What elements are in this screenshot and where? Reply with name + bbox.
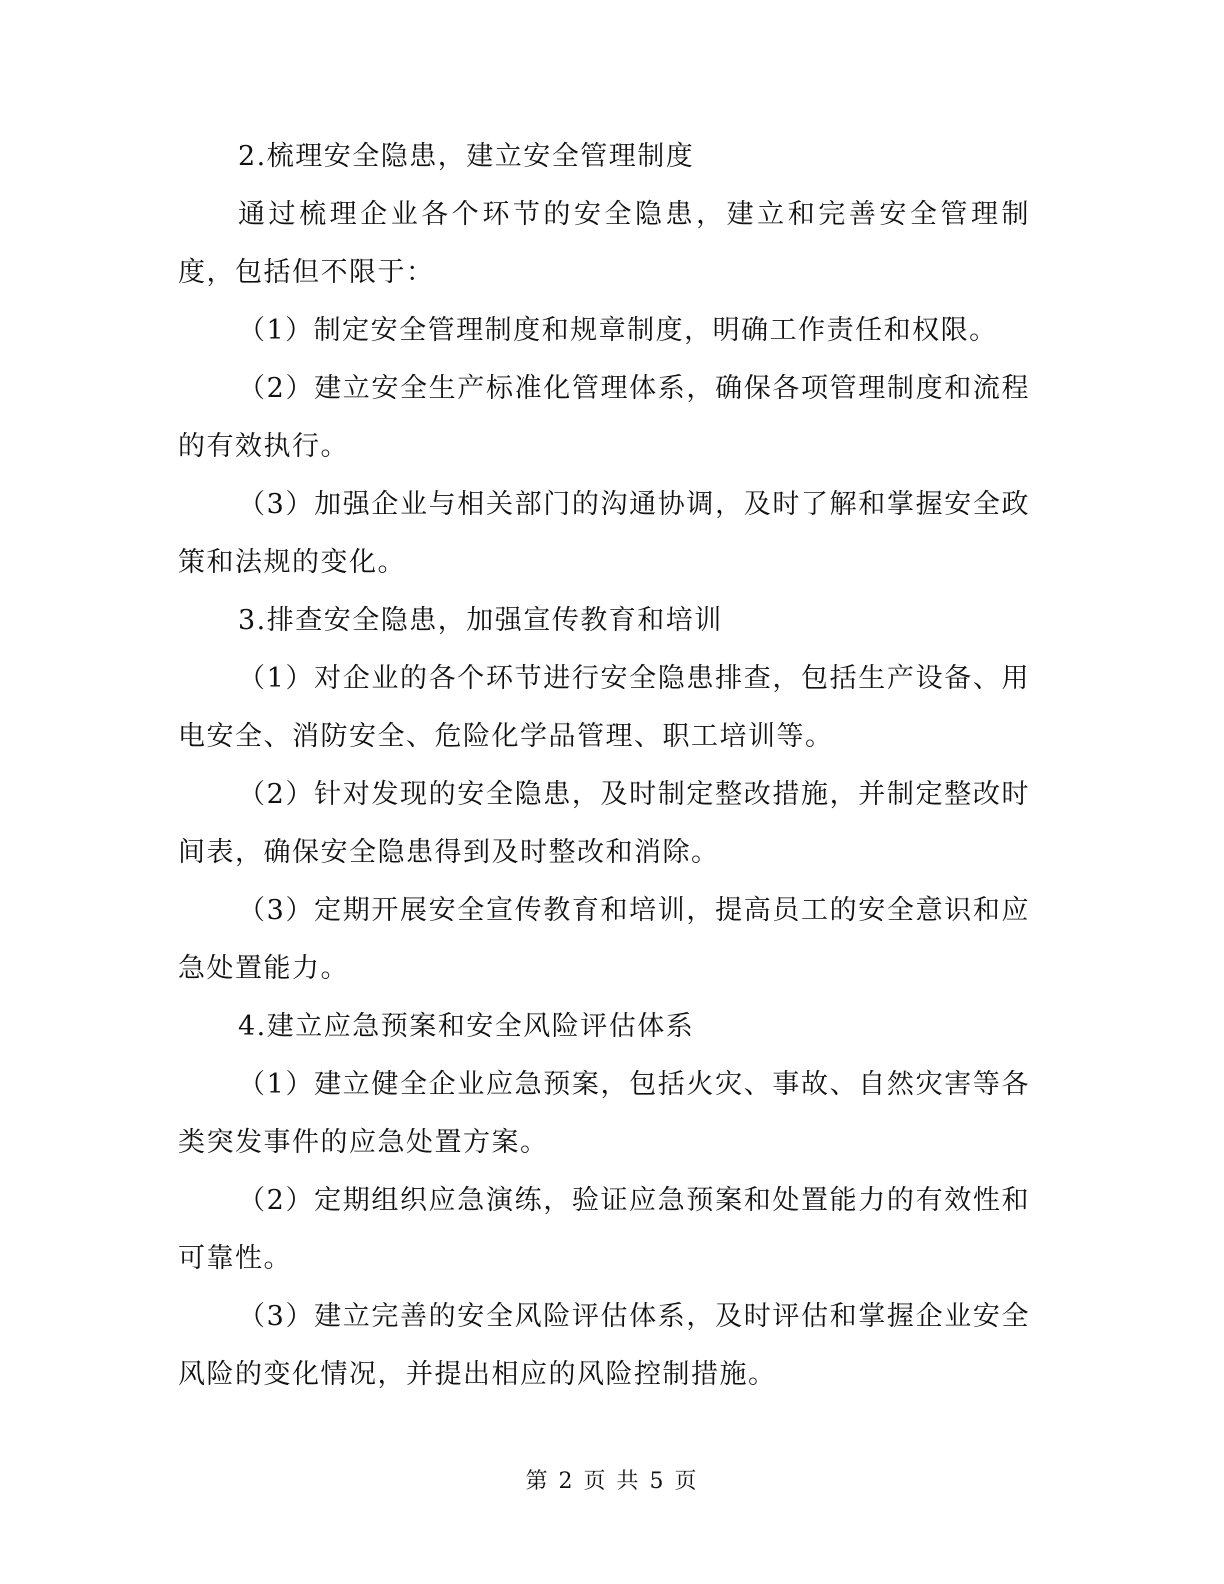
list-item: （3）加强企业与相关部门的沟通协调，及时了解和掌握安全政策和法规的变化。 (178, 489, 1030, 578)
list-item: （3）建立完善的安全风险评估体系，及时评估和掌握企业安全风险的变化情况，并提出相应的风险控制措施。 (178, 1301, 1030, 1390)
list-item: （2）针对发现的安全隐患，及时制定整改措施，并制定整改时间表，确保安全隐患得到及时整改和消除。 (178, 779, 1030, 868)
section-heading-4: 4.建立应急预案和安全风险评估体系 (238, 1011, 695, 1042)
list-item: （1）建立健全企业应急预案，包括火灾、事故、自然灾害等各类突发事件的应急处置方案。 (178, 1069, 1030, 1158)
list-item: （2）定期组织应急演练，验证应急预案和处置能力的有效性和可靠性。 (178, 1185, 1030, 1274)
paragraph: 通过梳理企业各个环节的安全隐患，建立和完善安全管理制度，包括但不限于： (178, 199, 1030, 288)
document-body (178, 128, 1030, 1404)
page-number-footer: 第 2 页 共 5 页 (525, 1469, 699, 1494)
list-item: （2）建立安全生产标准化管理体系，确保各项管理制度和流程的有效执行。 (178, 373, 1030, 462)
section-heading-3: 3.排查安全隐患，加强宣传教育和培训 (238, 605, 723, 636)
section-heading-2: 2.梳理安全隐患，建立安全管理制度 (238, 141, 695, 172)
list-item: （1）对企业的各个环节进行安全隐患排查，包括生产设备、用电安全、消防安全、危险化学品管理、职工培训等。 (178, 663, 1030, 752)
list-item: （3）定期开展安全宣传教育和培训，提高员工的安全意识和应急处置能力。 (178, 895, 1030, 984)
list-item: （1）制定安全管理制度和规章制度，明确工作责任和权限。 (238, 315, 998, 346)
